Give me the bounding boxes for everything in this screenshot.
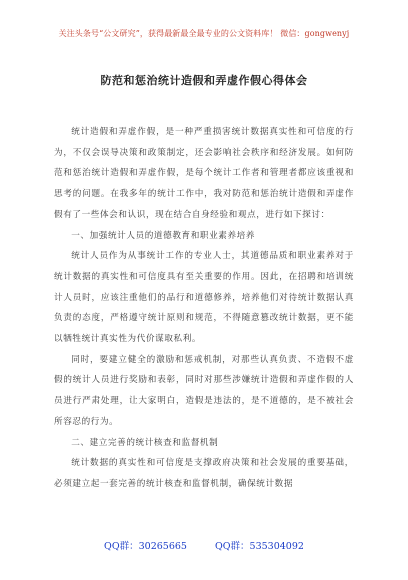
footer-qq-groups (0, 538, 408, 552)
section-heading-2: 二、建立完善的统计核查和监督机制 (71, 437, 219, 448)
document-title: 防范和惩治统计造假和弄虚作假心得体会 (100, 74, 308, 87)
document-body (54, 122, 354, 495)
section-1-paragraph-2: 同时，要建立健全的激励和惩戒机制，对那些认真负责、不造假不虚假的统计人员进行奖励和表彰，同时对那些涉嫌统计造假和弄虚作假的人员进行严肃处理，让大家明白，造假是违法的，是不道德的，是不被社会所容忍的行为。 (54, 354, 354, 427)
qq-group-1: QQ群：30265665 (104, 541, 187, 552)
section-heading-1: 一、加强统计人员的道德教育和职业素养培养 (71, 230, 256, 241)
intro-paragraph: 统计造假和弄虚作假，是一种严重损害统计数据真实性和可信度的行为，不仅会误导决策和政策制定，还会影响社会秩序和经济发展。如何防范和惩治统计造假和弄虚作假，是每个统计工作者和管理者都应该重视和思考的问题。在我多年的统计工作中，我对防范和惩治统计造假和弄虚作假有了一些体会和认识，现在结合自身经验和观点，进行如下探讨： (54, 127, 354, 220)
promo-banner: 关注头条号“公文研究”，获得最新最全最专业的公文资料库！ 微信：gongwenyj (58, 29, 350, 38)
section-2-paragraph-1: 统计数据的真实性和可信度是支撑政府决策和社会发展的重要基础，必须建立起一套完善的统计核查和监督机制，确保统计数据 (54, 458, 354, 489)
section-1-paragraph-1: 统计人员作为从事统计工作的专业人士，其道德品质和职业素养对于统计数据的真实性和可信度具有至关重要的作用。因此，在招聘和培训统计人员时，应该注重他们的品行和道德修养，培养他们对待统计数据认真负责的态度，严格遵守统计原则和规范，不得随意篡改统计数据，更不能以牺牲统计真实性为代价谋取私利。 (54, 251, 354, 345)
qq-group-2: QQ群：535304092 (214, 541, 304, 552)
